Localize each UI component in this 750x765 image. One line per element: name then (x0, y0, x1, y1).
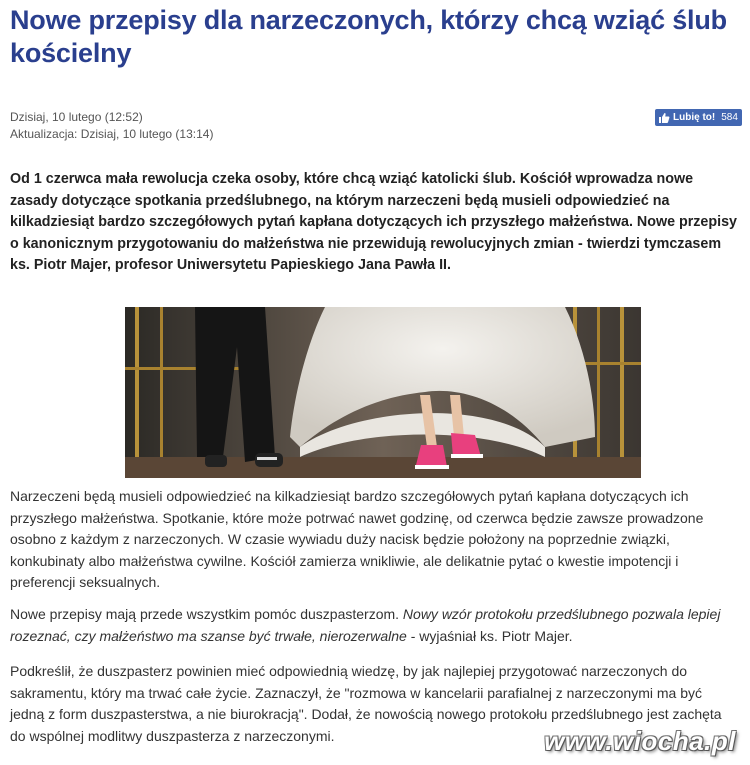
site-watermark: www.wiocha.pl (544, 726, 736, 756)
article-title: Nowe przepisy dla narzeczonych, którzy chcą wziąć ślub kościelny (10, 5, 727, 68)
paragraph-2-end: - wyjaśniał ks. Piotr Majer. (406, 627, 573, 644)
article-paragraph-1: Narzeczeni będą musieli odpowiedzieć na kilkadziesiąt bardzo szczegółowych pytań kapłana dotyczących ich przyszłego małżeństwa. Spotkanie, które może potrwać nawet godzinę, od czerwca będzie zawsze prowadzone osobno z każdym z narzeczonych. W czasie wywiadu duży nacisk będzie położony na poprzednie związki, konkubinaty albo małżeństwa cywilne. Kościół zamierza wnikliwie, ale delikatnie pytać o kwestie impotencji i preferencji seksualnych. (10, 488, 704, 590)
published-date: Dzisiaj, 10 lutego (12:52) (10, 110, 143, 124)
like-label: Lubię to! (673, 112, 716, 123)
thumbs-up-icon (658, 112, 670, 124)
like-count: 584 (721, 112, 738, 123)
article-paragraph-3: Podkreślił, że duszpasterz powinien mieć odpowiednią wiedzę, by jak najlepiej przygotować narzeczonych do sakramentu, który ma trwać całe życie. Zaznaczył, że "rozmowa w kancelarii parafialnej z narzeczonymi ma być jedną z form duszpasterstwa, a nie biurokracją". Dodał, że nowością nowego protokołu przedślubnego jest zachęta do wspólnej modlitwy duszpasterza z narzeczonymi. (10, 663, 722, 744)
article-lead: Od 1 czerwca mała rewolucja czeka osoby, które chcą wziąć katolicki ślub. Kościół wprowadza nowe zasady dotyczące spotkania przedślubnego, na którym narzeczeni będą musieli odpowiedzieć na kilkadziesiąt bardzo szczegółowych pytań kapłana dotyczących ich przyszłego małżeństwa. Nowe przepisy o kanonicznym przygotowaniu do małżeństwa nie przewidują rewolucyjnych zmian - twierdzi tymczasem ks. Piotr Majer, profesor Uniwersytetu Papieskiego Jana Pawła II. (10, 171, 737, 273)
wedding-photo (125, 307, 641, 478)
paragraph-2-start: Nowe przepisy mają przede wszystkim pomóc duszpasterzom. (10, 606, 403, 622)
article-meta (10, 109, 213, 143)
updated-date: Aktualizacja: Dzisiaj, 10 lutego (13:14) (10, 127, 214, 141)
paragraph-2-quote: Nowy wzór protokołu przedślubnego pozwala lepiej rozeznać, czy małżeństwo ma szanse być trwałe, nierozerwalne (10, 606, 721, 644)
article-paragraph-2 (10, 604, 738, 647)
facebook-like-button[interactable] (655, 109, 742, 126)
